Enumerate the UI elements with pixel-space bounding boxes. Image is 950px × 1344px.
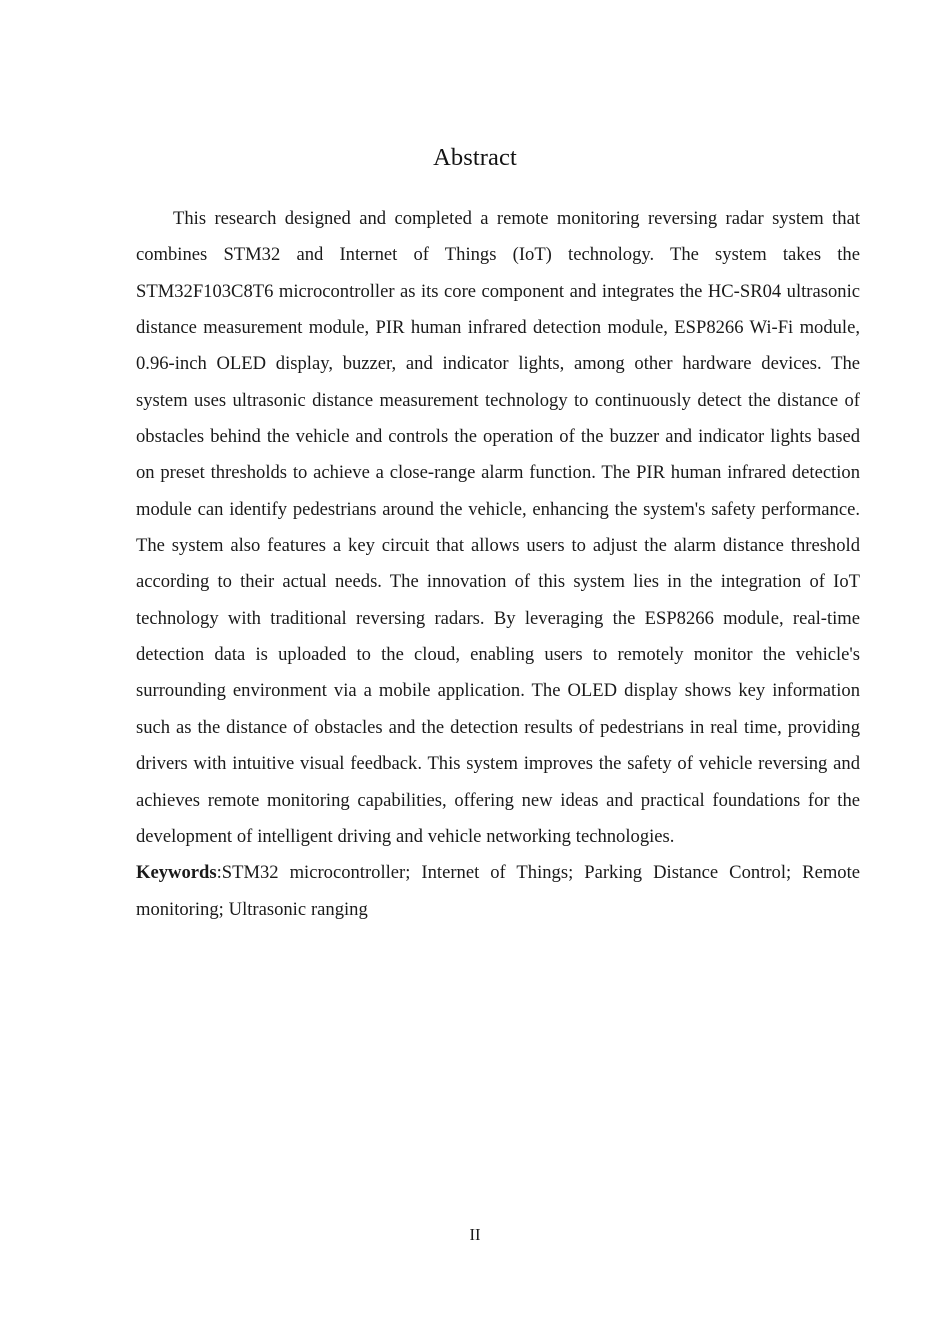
keywords-label: Keywords bbox=[136, 862, 217, 884]
keywords-separator: : bbox=[216, 862, 222, 884]
abstract-paragraph: This research designed and completed a remote monitoring reversing radar system that combines STM32 and Internet of Things (IoT) technology. The system takes the STM32F103C8T6 microcontroller as its core component and integrates the HC-SR04 ultrasonic distance measurement module, PIR human infrared detection module, ESP8266 Wi-Fi module, 0.96-inch OLED display, buzzer, and indicator lights, among other hardware devices. The system uses ultrasonic distance measurement technology to continuously detect the distance of obstacles behind the vehicle and controls the operation of the buzzer and indicator lights based on preset thresholds to achieve a close-range alarm function. The PIR human infrared detection module can identify pedestrians around the vehicle, enhancing the system's safety performance. The system also features a key circuit that allows users to adjust the alarm distance threshold according to their actual needs. The innovation of this system lies in the integration of IoT technology with traditional reversing radars. By leveraging the ESP8266 module, real-time detection data is uploaded to the cloud, enabling users to remotely monitor the vehicle's surrounding environment via a mobile application. The OLED display shows key information such as the distance of obstacles and the detection results of pedestrians in real time, providing drivers with intuitive visual feedback. This system improves the safety of vehicle reversing and achieves remote monitoring capabilities, offering new ideas and practical foundations for the development of intelligent driving and vehicle networking technologies. bbox=[136, 208, 860, 847]
abstract-body bbox=[136, 201, 860, 928]
keywords-line bbox=[136, 855, 860, 928]
page-title: Abstract bbox=[433, 144, 517, 171]
page-number: II bbox=[469, 1225, 481, 1244]
keywords-value: STM32 microcontroller; Internet of Things; Parking Distance Control; Remote monitoring; Ultrasonic ranging bbox=[136, 862, 860, 920]
